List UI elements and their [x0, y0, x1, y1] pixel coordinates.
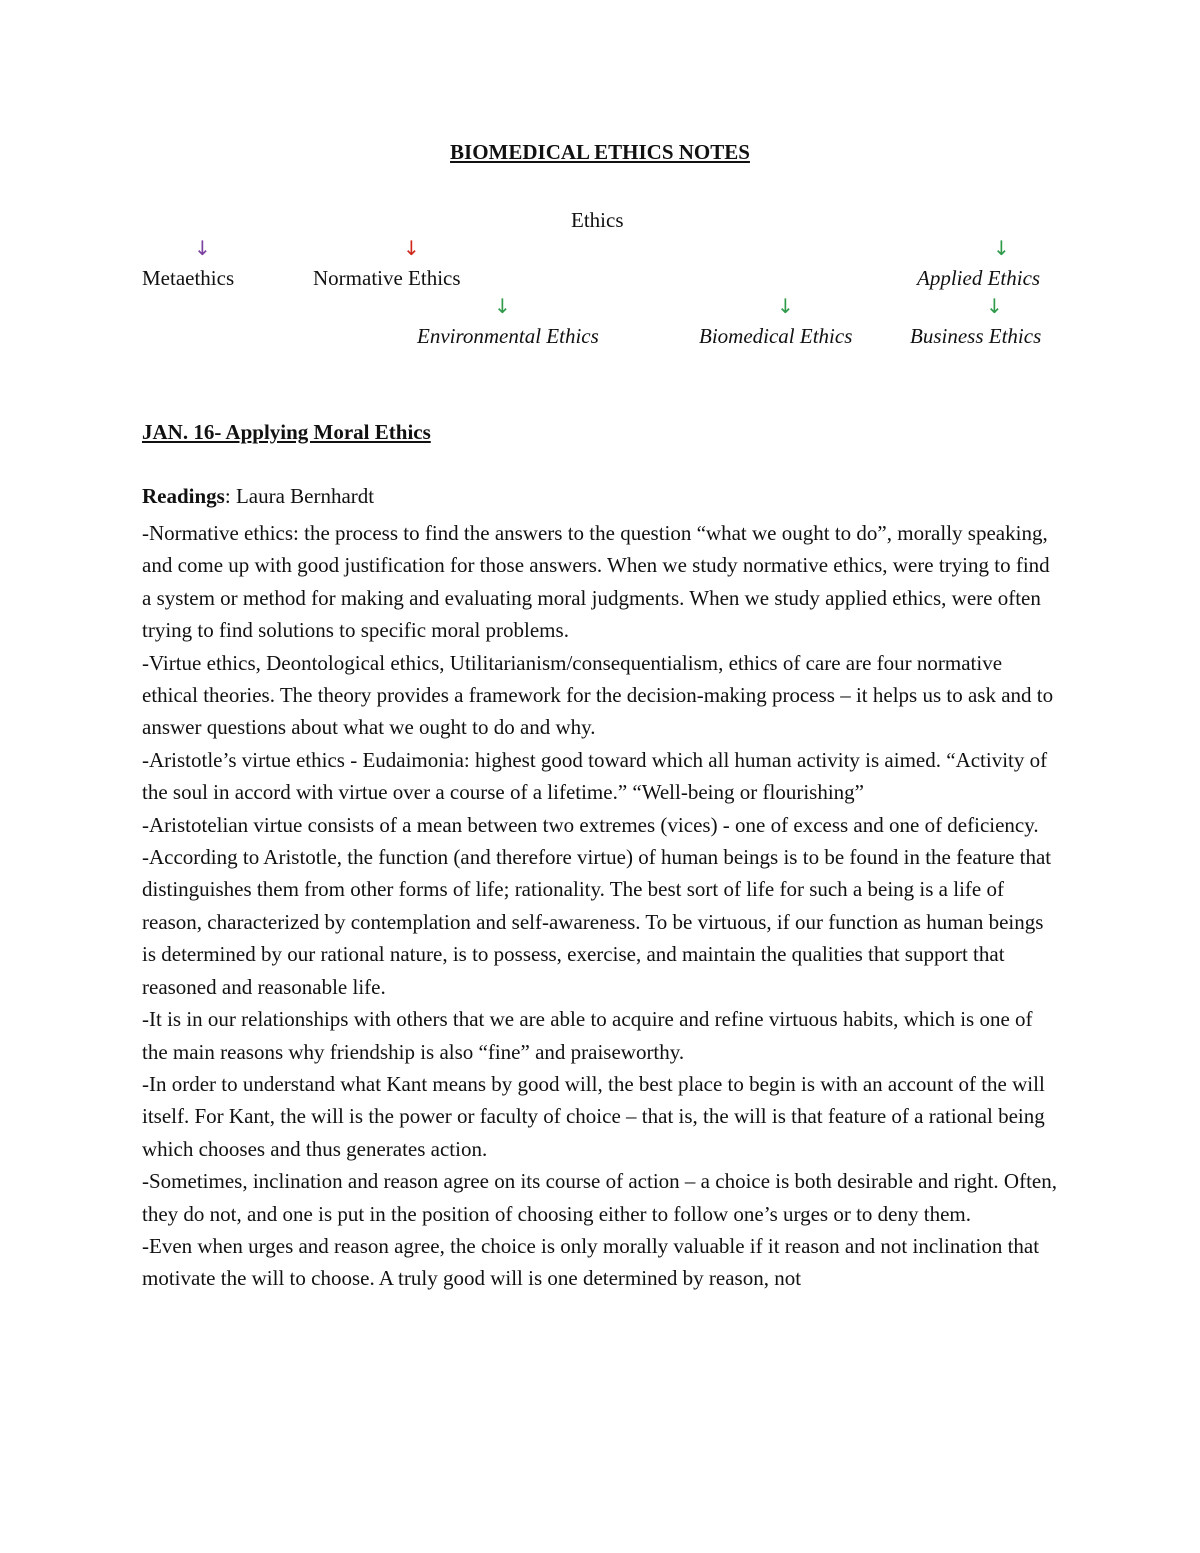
note-paragraph: -In order to understand what Kant means by good will, the best place to begin is with an account of the will itself. For Kant, the will is the power or faculty of choice – that is, the will is that feature of a rational being which chooses and thus generates action. — [142, 1071, 1045, 1161]
tree-node-metaethics: Metaethics — [142, 266, 235, 290]
note-paragraph: -Normative ethics: the process to find the answers to the question “what we ought to do”, morally speaking, and come up with good justification for those answers. When we study normative ethics, were trying to find a system or method for making and evaluating moral judgments. When we study applied ethics, were often trying to find solutions to specific moral problems. — [142, 521, 1050, 643]
note-paragraph: -It is in our relationships with others that we are able to acquire and refine virtuous habits, which is one of the main reasons why friendship is also “fine” and praiseworthy. — [142, 1007, 1033, 1064]
tree-node-normative-ethics: Normative Ethics — [313, 266, 461, 290]
arrow-down-icon: ↓ — [993, 236, 1010, 260]
arrow-down-icon: ↓ — [986, 294, 1003, 318]
tree-node-biomedical-ethics: Biomedical Ethics — [699, 324, 853, 348]
arrow-down-icon: ↓ — [403, 236, 420, 260]
note-paragraph: -According to Aristotle, the function (and therefore virtue) of human beings is to be found in the feature that distinguishes them from other forms of life; rationality. The best sort of life for such a being is a life of reason, characterized by contemplation and self-awareness. To be virtuous, if our function as human beings is determined by our rational nature, is to possess, exercise, and maintain the qualities that support that reasoned and reasonable life. — [142, 845, 1052, 999]
tree-node-environmental-ethics: Environmental Ethics — [417, 324, 599, 348]
tree-node-applied-ethics: Applied Ethics — [917, 266, 1041, 290]
note-paragraph: -Virtue ethics, Deontological ethics, Utilitarianism/consequentialism, ethics of care are four normative ethical theories. The theory provides a framework for the decision-making process – it helps us to ask and to answer questions about what we ought to do and why. — [142, 650, 1054, 740]
tree-node-business-ethics: Business Ethics — [910, 324, 1042, 348]
note-paragraph: -Sometimes, inclination and reason agree on its course of action – a choice is both desirable and right. Often, they do not, and one is put in the position of choosing either to follow one’s urges or to deny them. — [142, 1169, 1057, 1226]
note-paragraph: -Aristotelian virtue consists of a mean between two extremes (vices) - one of excess and one of deficiency. — [142, 812, 1039, 837]
readings-label: Readings — [142, 484, 225, 508]
arrow-down-icon: ↓ — [777, 294, 794, 318]
note-paragraph: -Even when urges and reason agree, the choice is only morally valuable if it reason and not inclination that motivate the will to choose. A truly good will is one determined by reason, not — [142, 1233, 1040, 1291]
note-paragraph: -Aristotle’s virtue ethics - Eudaimonia: highest good toward which all human activity is aimed. “Activity of the soul in accord with virtue over a course of a lifetime.” “Well-being or flourishing” — [142, 747, 1048, 805]
arrow-down-icon: ↓ — [194, 236, 211, 260]
tree-root-ethics: Ethics — [571, 208, 624, 232]
document-title: BIOMEDICAL ETHICS NOTES — [450, 140, 750, 164]
readings-value: : Laura Bernhardt — [224, 484, 375, 508]
section-heading: JAN. 16- Applying Moral Ethics — [142, 420, 431, 444]
readings-line — [142, 484, 374, 509]
arrow-down-icon: ↓ — [494, 294, 511, 318]
notes-body — [142, 517, 1062, 1295]
